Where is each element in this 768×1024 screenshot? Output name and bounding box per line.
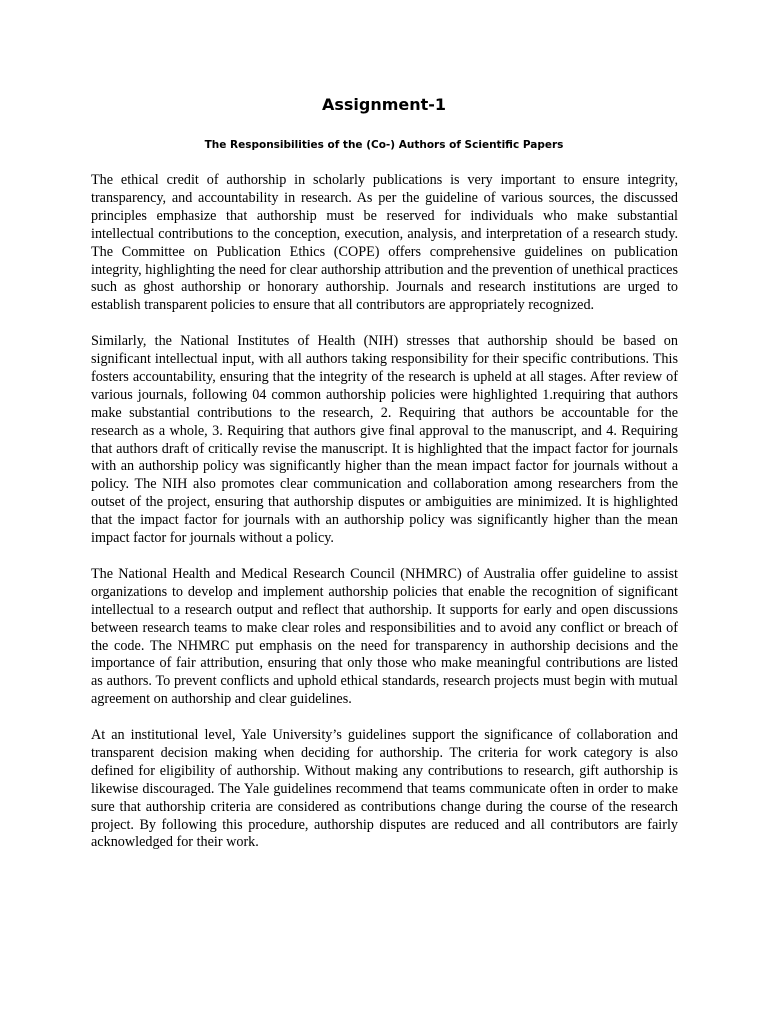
paragraph-nih: Similarly, the National Institutes of Health (NIH) stresses that authorship should be based on significant intellectual input, with all authors taking responsibility for their specific contributions. This fosters accountability, ensuring that the integrity of the research is upheld at all stages. After review of various journals, following 04 common authorship policies were highlighted 1.requiring that authors make substantial contributions to the research, 2. Requiring that authors be accountable for the research as a whole, 3. Requiring that authors give final approval to the manuscript, and 4. Requiring that authors draft of critically revise the manuscript. It is highlighted that the impact factor for journals with an authorship policy was significantly higher than the mean impact factor for journals without a policy. The NIH also promotes clear communication and collaboration among researchers from the outset of the project, ensuring that authorship disputes or ambiguities are minimized. It is highlighted that the impact factor for journals with an authorship policy was significantly higher than the mean impact factor for journals without a policy. (91, 333, 678, 547)
paragraph-yale: At an institutional level, Yale University’s guidelines support the significance of collaboration and transparent decision making when deciding for authorship. The criteria for work category is also defined for eligibility of authorship. Without making any contributions to research, gift authorship is likewise discouraged. The Yale guidelines recommend that teams communicate often in order to make sure that authorship criteria are considered as contributions change during the course of the research project. By following this procedure, authorship disputes are reduced and all contributors are fairly acknowledged for their work. (91, 727, 678, 851)
document-subtitle: The Responsibilities of the (Co-) Authors of Scientific Papers (204, 139, 564, 151)
paragraph-nhmrc: The National Health and Medical Research Council (NHMRC) of Australia offer guideline to assist organizations to develop and implement authorship policies that enable the recognition of significant intellectual to a research output and reflect that authorship. It supports for early and open discussions between research teams to make clear roles and responsibilities and to avoid any conflict or breach of the code. The NHMRC put emphasis on the need for transparency in authorship decisions and the importance of fair attribution, ensuring that only those who make meaningful contributions are listed as authors. To prevent conflicts and uphold ethical standards, research projects must begin with mutual agreement on authorship and clear guidelines. (91, 565, 678, 708)
paragraph-cope: The ethical credit of authorship in scholarly publications is very important to ensure integrity, transparency, and accountability in research. As per the guideline of various sources, the discussed principles emphasize that authorship must be reserved for individuals who make substantial intellectual contributions to the conception, execution, analysis, and interpretation of a research study. The Committee on Publication Ethics (COPE) offers comprehensive guidelines on publication integrity, highlighting the need for clear authorship attribution and the prevention of unethical practices such as ghost authorship or honorary authorship. Journals and research institutions are urged to establish transparent policies to ensure that all contributors are appropriately recognized. (91, 172, 678, 314)
document-title: Assignment-1 (321, 95, 447, 114)
document-body (91, 172, 678, 870)
